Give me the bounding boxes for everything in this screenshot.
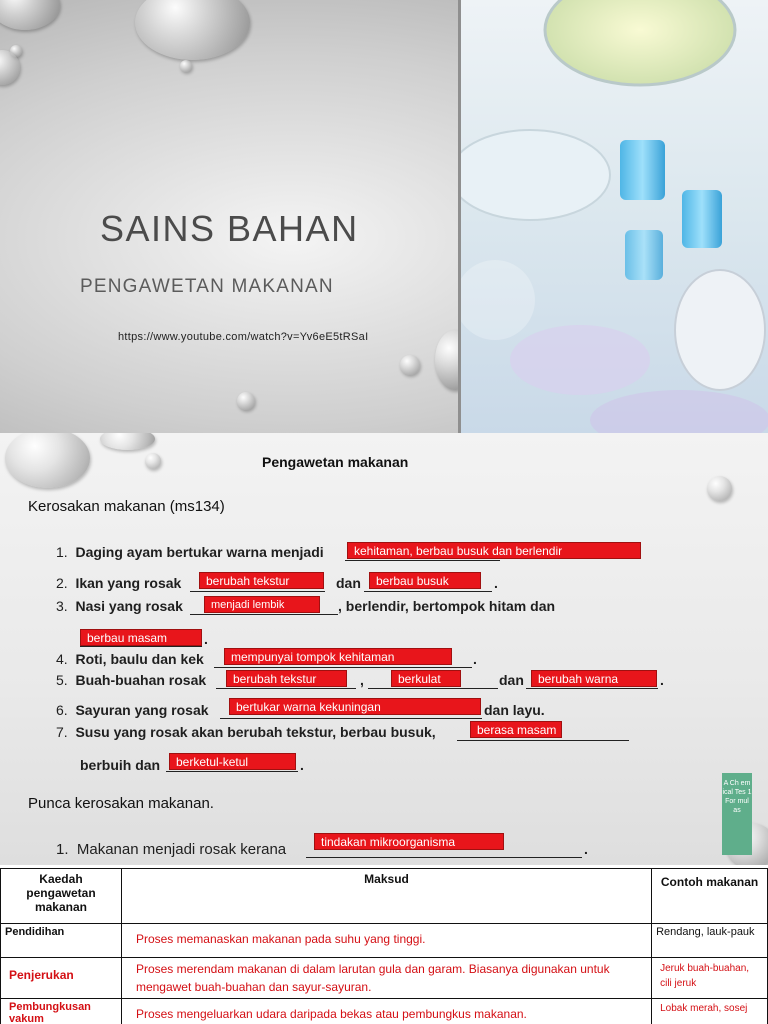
answer-box[interactable]: berkulat <box>391 670 461 687</box>
answer-box[interactable]: bertukar warna kekuningan <box>229 698 481 715</box>
answer-box[interactable]: menjadi lembik <box>204 596 320 613</box>
title-slide <box>0 0 768 433</box>
question-2-end: . <box>494 575 498 591</box>
water-drop <box>135 0 250 60</box>
question-5: 5. Buah-buahan rosak <box>56 672 207 688</box>
method-cell: Pendidihan <box>1 924 122 958</box>
question-5-separator: , <box>360 672 364 688</box>
question-7-end: . <box>300 757 304 773</box>
header-method: Kaedah pengawetan makanan <box>1 869 122 924</box>
video-link[interactable]: https://www.youtube.com/watch?v=Yv6eE5tRSaI <box>118 331 369 343</box>
cause-question-1-end: . <box>584 841 588 857</box>
slide-subtitle: PENGAWETAN MAKANAN <box>80 276 334 297</box>
answer-box[interactable]: berubah tekstur <box>199 572 324 589</box>
table-header-row <box>1 869 768 924</box>
answer-box[interactable]: kehitaman, berbau busuk dan berlendir <box>347 542 641 559</box>
question-6: 6. Sayuran yang rosak <box>56 702 209 718</box>
table-row <box>1 999 768 1024</box>
example-cell: Jeruk buah-buahan, cili jeruk <box>652 958 768 999</box>
header-meaning: Maksud <box>121 869 651 924</box>
answer-box[interactable]: berubah warna <box>531 670 657 687</box>
answer-box[interactable]: tindakan mikroorganisma <box>314 833 504 850</box>
question-2-connector: dan <box>336 575 361 591</box>
answer-line <box>306 857 582 858</box>
answer-line <box>368 688 498 689</box>
water-drop <box>180 60 192 72</box>
worksheet <box>0 433 768 865</box>
question-1: 1. Daging ayam bertukar warna menjadi <box>56 544 324 560</box>
answer-box[interactable]: berasa masam <box>470 721 562 738</box>
answer-box[interactable]: berbau masam <box>80 629 202 646</box>
answer-line <box>190 614 338 615</box>
section-heading-spoilage: Kerosakan makanan (ms134) <box>28 498 225 515</box>
answer-box[interactable]: berbau busuk <box>369 572 481 589</box>
water-drop <box>237 392 255 410</box>
answer-box[interactable]: berketul-ketul <box>169 753 296 770</box>
question-6-end: dan layu. <box>484 702 545 718</box>
slide-divider <box>458 0 461 433</box>
answer-line <box>220 718 482 719</box>
header-example: Contoh makanan <box>652 869 768 924</box>
question-4-end: . <box>473 651 477 667</box>
question-7: 7. Susu yang rosak akan berubah tekstur, berbau busuk, <box>56 724 436 740</box>
lab-glassware-illustration <box>460 0 768 433</box>
answer-line <box>166 771 298 772</box>
question-3-continuation: , berlendir, bertompok hitam dan <box>338 598 556 614</box>
method-cell: Pembungkusan vakum <box>1 999 122 1024</box>
table-row <box>1 924 768 958</box>
laboratory-photo <box>460 0 768 433</box>
section-heading-causes: Punca kerosakan makanan. <box>28 795 214 812</box>
answer-line <box>364 591 492 592</box>
answer-line <box>216 688 356 689</box>
meaning-cell: Proses memanaskan makanan pada suhu yang tinggi. <box>121 924 651 958</box>
question-2: 2. Ikan yang rosak <box>56 575 182 591</box>
water-drop <box>0 0 60 30</box>
meaning-cell: Proses merendam makanan di dalam larutan gula dan garam. Biasanya digunakan untuk mengawet buah-buahan dan sayur-sayuran. <box>121 958 651 999</box>
answer-line <box>80 646 202 647</box>
water-drop <box>100 433 155 450</box>
water-drop <box>145 453 161 469</box>
answer-line <box>190 591 325 592</box>
slide-title: SAINS BAHAN <box>100 208 359 249</box>
water-drop <box>400 355 420 375</box>
answer-line <box>457 740 629 741</box>
meaning-cell: Proses mengeluarkan udara daripada bekas atau pembungkus makanan. <box>121 999 651 1024</box>
question-4: 4. Roti, baulu dan kek <box>56 651 204 667</box>
question-5-connector: dan <box>499 672 524 688</box>
question-3-end: . <box>204 631 208 647</box>
example-cell: Lobak merah, sosej <box>652 999 768 1024</box>
question-3: 3. Nasi yang rosak <box>56 598 183 614</box>
water-drop <box>5 433 90 488</box>
answer-line <box>345 560 500 561</box>
question-5-end: . <box>660 672 664 688</box>
method-cell: Penjerukan <box>1 958 122 999</box>
question-7-continuation: berbuih dan <box>80 757 161 773</box>
answer-box[interactable]: berubah tekstur <box>226 670 347 687</box>
preservation-methods-table <box>0 868 768 1024</box>
worksheet-title: Pengawetan makanan <box>262 454 409 470</box>
answer-line <box>214 667 472 668</box>
side-label-tag: A Ch em ical Tes 1 For mul as <box>722 773 752 855</box>
answer-line <box>526 688 658 689</box>
cause-question-1: 1. Makanan menjadi rosak kerana <box>56 841 287 858</box>
water-drop <box>707 476 732 501</box>
answer-box[interactable]: mempunyai tompok kehitaman <box>224 648 452 665</box>
table-row <box>1 958 768 999</box>
example-cell: Rendang, lauk-pauk <box>652 924 768 958</box>
